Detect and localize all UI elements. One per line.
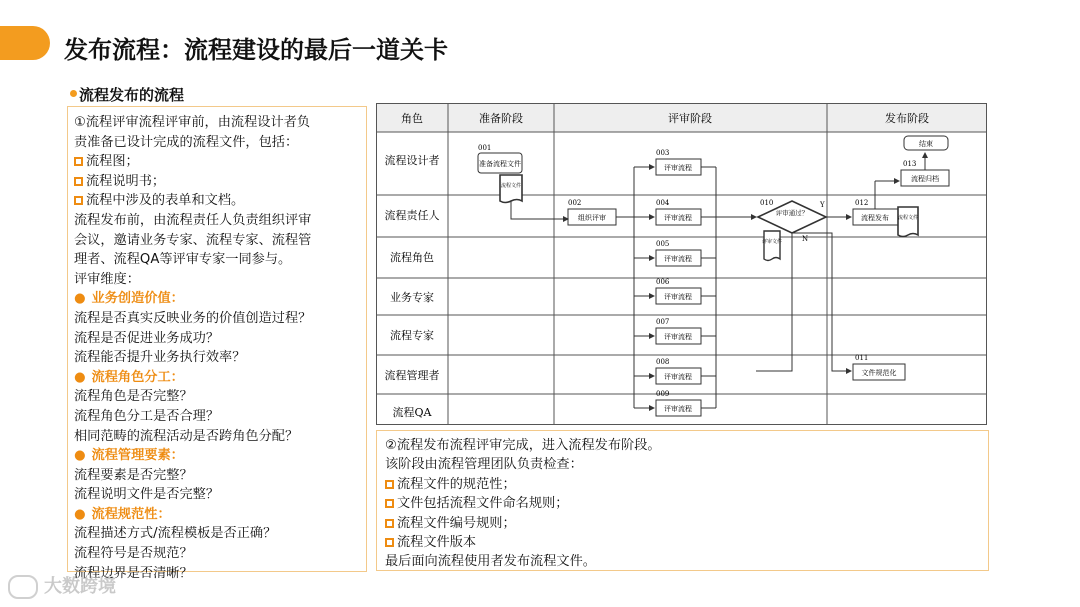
dimension-heading <box>74 368 360 388</box>
line-text: 流程文件的规范性； <box>397 476 516 492</box>
watermark-logo-icon <box>8 575 38 599</box>
node-013-id: 013 <box>903 160 917 168</box>
line-text: 评审维度： <box>74 271 140 287</box>
line-text: 流程管理要素： <box>91 448 184 464</box>
bullet-icon: ● <box>74 369 86 385</box>
yes-label: Y <box>820 201 825 209</box>
bullet-icon: ● <box>74 448 86 464</box>
node-003-id: 003 <box>656 149 670 157</box>
line-text: 流程文件版本 <box>397 535 477 551</box>
node-012-id: 012 <box>855 199 869 207</box>
checklist-item <box>385 475 980 494</box>
bullet-icon: ● <box>74 291 86 307</box>
header-role: 角色 <box>401 112 423 125</box>
node-001-label: 准备流程文件 <box>479 160 521 168</box>
line-text: 会议，邀请业务专家、流程专家、流程管 <box>74 232 312 248</box>
node-007-id: 007 <box>656 318 670 326</box>
page-title: 发布流程：流程建设的最后一道关卡 <box>64 36 448 64</box>
header-publish-phase: 发布阶段 <box>885 112 929 125</box>
node-009-id: 009 <box>656 390 670 398</box>
node-008-label: 评审流程 <box>664 373 692 381</box>
role-process-qa: 流程QA <box>392 406 432 419</box>
node-003-label: 评审流程 <box>664 164 692 172</box>
text-line <box>74 133 360 153</box>
text-line <box>74 309 360 329</box>
role-process-role: 流程角色 <box>390 251 434 264</box>
checklist-item <box>385 533 980 552</box>
node-012-label: 流程发布 <box>861 214 889 222</box>
checklist-item <box>74 172 360 192</box>
text-line <box>74 524 360 544</box>
bullet-dot-icon <box>70 90 77 97</box>
checkbox-square-icon <box>385 538 394 547</box>
checklist-item <box>385 514 980 533</box>
node-002-id: 002 <box>568 199 582 207</box>
node-004-label: 评审流程 <box>664 214 692 222</box>
review-document-icon <box>761 231 783 261</box>
node-004-id: 004 <box>656 199 670 207</box>
role-designer: 流程设计者 <box>384 154 440 167</box>
line-text: 流程是否促进业务成功？ <box>74 330 220 346</box>
line-text: 流程文件编号规则； <box>397 515 516 531</box>
checklist-item <box>385 494 980 513</box>
role-process-expert: 流程专家 <box>390 329 434 342</box>
dimension-heading <box>74 446 360 466</box>
text-line <box>385 436 980 455</box>
role-process-manager: 流程管理者 <box>384 369 440 382</box>
line-text: 流程说明文件是否完整？ <box>74 487 220 503</box>
watermark <box>8 572 116 599</box>
bullet-icon: ● <box>74 506 86 522</box>
line-text: 流程中涉及的表单和文档。 <box>86 193 245 209</box>
doc3-label: 流程文件 <box>897 215 919 221</box>
checkbox-square-icon <box>385 480 394 489</box>
publish-description-panel <box>376 430 989 571</box>
line-text: 流程角色是否完整？ <box>74 389 193 405</box>
checkbox-square-icon <box>74 177 83 186</box>
section-subhead-label: 流程发布的流程 <box>79 86 185 104</box>
line-text: 流程图； <box>86 154 139 170</box>
node-007-label: 评审流程 <box>664 333 692 341</box>
checkbox-square-icon <box>74 157 83 166</box>
line-text: ②流程发布流程评审完成，进入流程发布阶段。 <box>385 438 661 453</box>
line-text: 相同范畴的流程活动是否跨角色分配？ <box>74 428 299 444</box>
line-text: 文件包括流程文件命名规则； <box>397 496 569 512</box>
publish-document-icon <box>898 207 918 237</box>
line-text: 责准备已设计完成的流程文件，包括： <box>74 134 299 150</box>
checkbox-square-icon <box>385 519 394 528</box>
section-subhead <box>70 84 184 105</box>
watermark-text: 大数跨境 <box>44 576 116 597</box>
text-line <box>385 455 980 474</box>
node-006-label: 评审流程 <box>664 293 692 301</box>
node-009-label: 评审流程 <box>664 405 692 413</box>
swimlane-diagram <box>376 103 987 425</box>
text-line <box>74 231 360 251</box>
header-review-phase: 评审阶段 <box>668 112 712 125</box>
line-text: 流程角色分工是否合理？ <box>74 408 220 424</box>
checkbox-square-icon <box>385 499 394 508</box>
text-line <box>74 270 360 290</box>
text-line <box>74 466 360 486</box>
line-text: 流程是否真实反映业务的价值创造过程？ <box>74 310 312 326</box>
text-line <box>385 552 980 571</box>
line-text: 该阶段由流程管理团队负责检查： <box>385 457 583 473</box>
dimension-heading <box>74 505 360 525</box>
node-005-id: 005 <box>656 240 670 248</box>
checklist-item <box>74 152 360 172</box>
line-text: 流程角色分工： <box>91 369 184 385</box>
text-line <box>74 564 360 584</box>
line-text: 流程规范性： <box>91 506 171 522</box>
line-text: 业务创造价值： <box>91 291 184 307</box>
no-label: N <box>802 235 809 243</box>
line-text: 最后面向流程使用者发布流程文件。 <box>385 554 596 570</box>
review-description-panel <box>67 106 367 581</box>
text-line <box>74 544 360 564</box>
text-line <box>74 113 360 133</box>
line-text: 流程要素是否完整？ <box>74 467 193 483</box>
line-text: 流程描述方式/流程模板是否正确？ <box>74 526 277 542</box>
node-005-label: 评审流程 <box>664 255 692 263</box>
line-text: 流程能否提升业务执行效率？ <box>74 350 246 366</box>
line-text: 流程符号是否规范？ <box>74 546 193 562</box>
header-prepare-phase: 准备阶段 <box>479 112 523 125</box>
node-010-id: 010 <box>760 199 774 207</box>
text-line <box>74 485 360 505</box>
node-008-id: 008 <box>656 358 670 366</box>
node-010-label: 评审通过？ <box>775 209 809 217</box>
text-line <box>74 329 360 349</box>
text-line <box>74 250 360 270</box>
text-line <box>74 387 360 407</box>
doc2-label: 评审文件 <box>761 239 783 245</box>
role-business-expert: 业务专家 <box>390 291 434 304</box>
node-013-label: 流程归档 <box>911 175 939 183</box>
doc1-label: 流程文件 <box>500 183 522 189</box>
end-label: 结束 <box>919 140 933 148</box>
line-text: ①流程评审流程评审前，由流程设计者负 <box>74 115 311 130</box>
text-line <box>74 211 360 231</box>
line-text: 流程边界是否清晰？ <box>74 565 193 581</box>
node-006-id: 006 <box>656 278 670 286</box>
checklist-item <box>74 191 360 211</box>
role-owner: 流程责任人 <box>384 209 440 222</box>
node-002-label: 组织评审 <box>578 214 606 222</box>
dimension-heading <box>74 289 360 309</box>
node-011-label: 文件规范化 <box>861 369 897 377</box>
text-line <box>74 407 360 427</box>
line-text: 流程发布前，由流程责任人负责组织评审 <box>74 212 312 228</box>
line-text: 流程说明书； <box>86 173 166 189</box>
node-001-id: 001 <box>478 144 492 152</box>
checkbox-square-icon <box>74 196 83 205</box>
text-line <box>74 427 360 447</box>
title-accent-tab <box>0 26 50 60</box>
line-text: 理者、流程QA等评审专家一同参与。 <box>74 252 292 268</box>
text-line <box>74 348 360 368</box>
node-011-id: 011 <box>855 354 869 362</box>
